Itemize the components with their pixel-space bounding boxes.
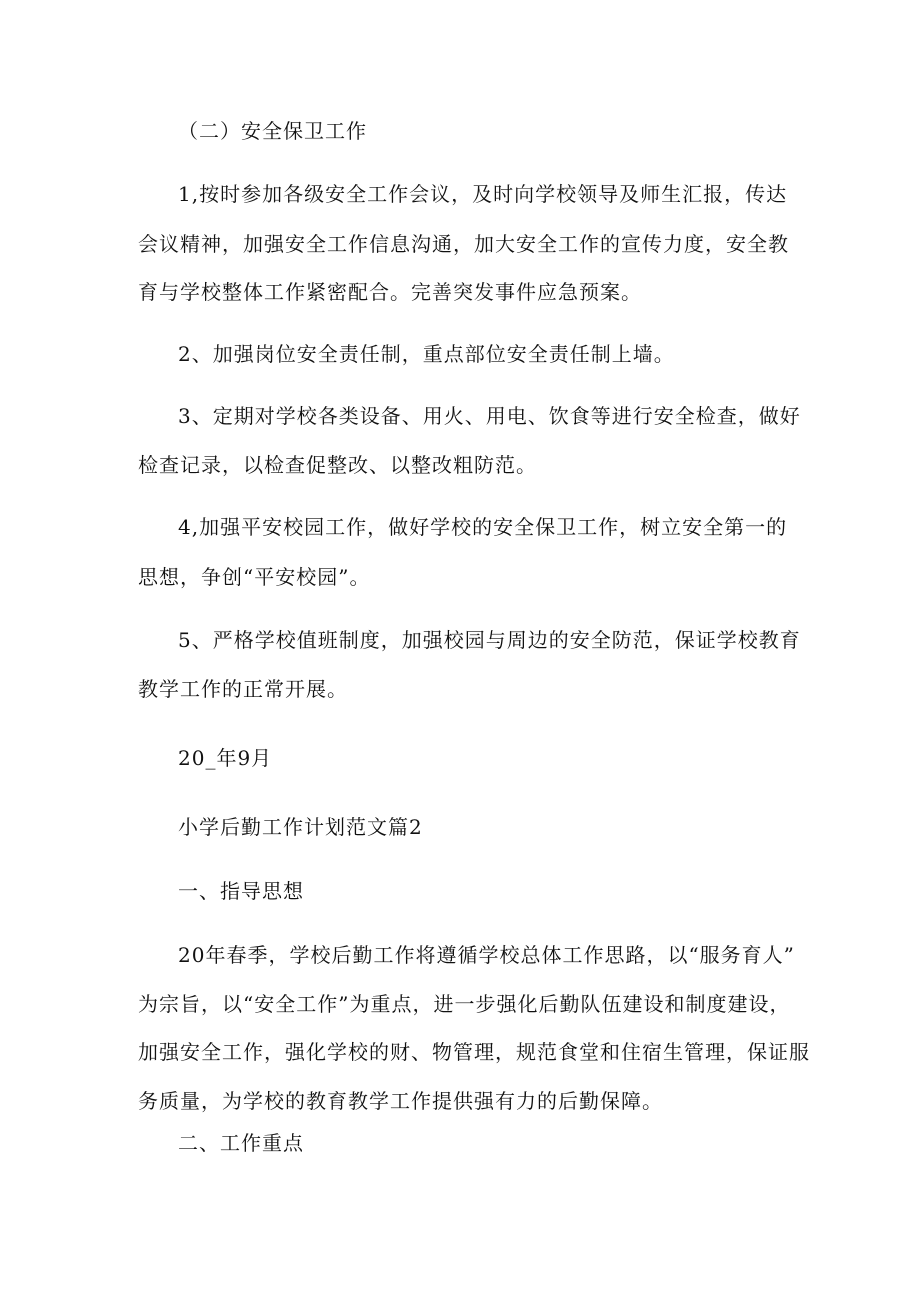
paragraph-line: 检查记录，以检查促整改、以整改粗防范。 [138, 453, 537, 477]
paragraph-line: 思想，争创“平安校园”。 [138, 565, 371, 589]
paragraph-line: 5、严格学校值班制度，加强校园与周边的安全防范，保证学校教育 [178, 628, 801, 652]
date-line: 20_年9月 [178, 746, 273, 770]
paragraph-line: 20年春季，学校后勤工作将遵循学校总体工作思路，以“服务育人” [178, 943, 795, 967]
paragraph-line: 4,加强平安校园工作，做好学校的安全保卫工作，树立安全第一的 [178, 515, 788, 539]
section-heading-security: （二）安全保卫工作 [178, 119, 367, 143]
paragraph-line: 会议精神，加强安全工作信息沟通，加大安全工作的宣传力度，安全教 [138, 232, 789, 256]
paragraph-line: 加强安全工作，强化学校的财、物管理，规范食堂和住宿生管理，保证服 [138, 1040, 810, 1064]
section-heading-guiding-thought: 一、指导思想 [178, 879, 304, 903]
paragraph-line: 为宗旨，以“安全工作”为重点，进一步强化后勤队伍建设和制度建设， [138, 992, 791, 1016]
paragraph-line: 2、加强岗位安全责任制，重点部位安全责任制上墙。 [178, 342, 675, 366]
paragraph-line: 教学工作的正常开展。 [138, 677, 348, 701]
paragraph-line: 1,按时参加各级安全工作会议，及时向学校领导及师生汇报，传达 [178, 182, 788, 206]
section-heading-work-focus: 二、工作重点 [178, 1131, 304, 1155]
paragraph-line: 务质量，为学校的教育教学工作提供强有力的后勤保障。 [138, 1089, 663, 1113]
paragraph-line: 育与学校整体工作紧密配合。完善突发事件应急预案。 [138, 280, 642, 304]
paragraph-line: 3、定期对学校各类设备、用火、用电、饮食等进行安全检查，做好 [178, 404, 801, 428]
article-title: 小学后勤工作计划范文篇2 [178, 815, 423, 839]
